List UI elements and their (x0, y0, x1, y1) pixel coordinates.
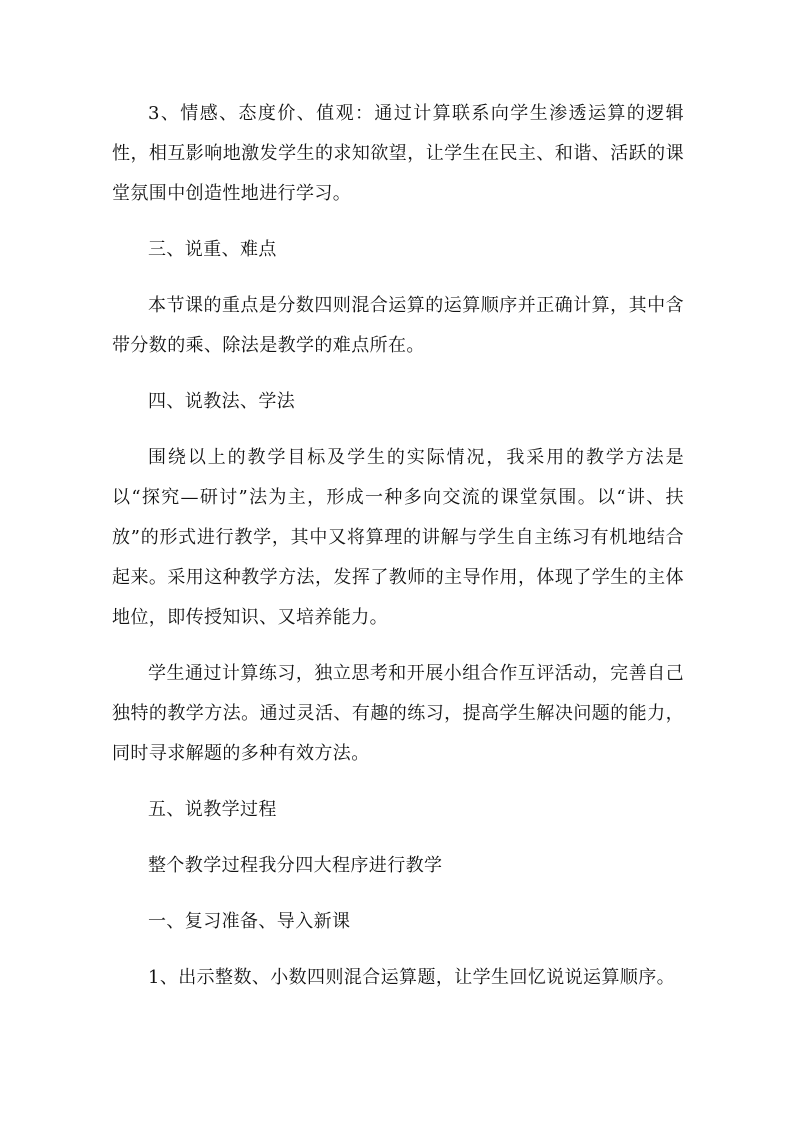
heading-teaching-methods: 四、说教法、学法 (148, 391, 296, 412)
heading-key-points: 三、说重、难点 (148, 239, 277, 260)
paragraph-step-1: 1、出示整数、小数四则混合运算题，让学生回忆说说运算顺序。 (148, 967, 676, 988)
paragraph-objective-3: 3、情感、态度价、值观：通过计算联系向学生渗透运算的逻辑性，相互影响地激发学生的求知欲望，让学生在民主、和谐、活跃的课堂氛围中创造性地进行学习。 (112, 103, 684, 204)
paragraph-learning-methods: 学生通过计算练习，独立思考和开展小组合作互评活动，完善自己独特的教学方法。通过灵活、有趣的练习，提高学生解决问题的能力，同时寻求解题的多种有效方法。 (112, 663, 684, 764)
heading-review-intro: 一、复习准备、导入新课 (148, 911, 351, 932)
paragraph-process-intro: 整个教学过程我分四大程序进行教学 (148, 855, 443, 876)
heading-teaching-process: 五、说教学过程 (148, 799, 277, 820)
paragraph-teaching-methods: 围绕以上的教学目标及学生的实际情况，我采用的教学方法是以“探究—研讨”法为主，形成一种多向交流的课堂氛围。以“讲、扶放”的形式进行教学，其中又将算理的讲解与学生自主练习有机地结合起来。采用这种教学方法，发挥了教师的主导作用，体现了学生的主体地位，即传授知识、又培养能力。 (112, 447, 684, 628)
paragraph-key-points: 本节课的重点是分数四则混合运算的运算顺序并正确计算，其中含带分数的乘、除法是教学的难点所在。 (112, 295, 684, 356)
